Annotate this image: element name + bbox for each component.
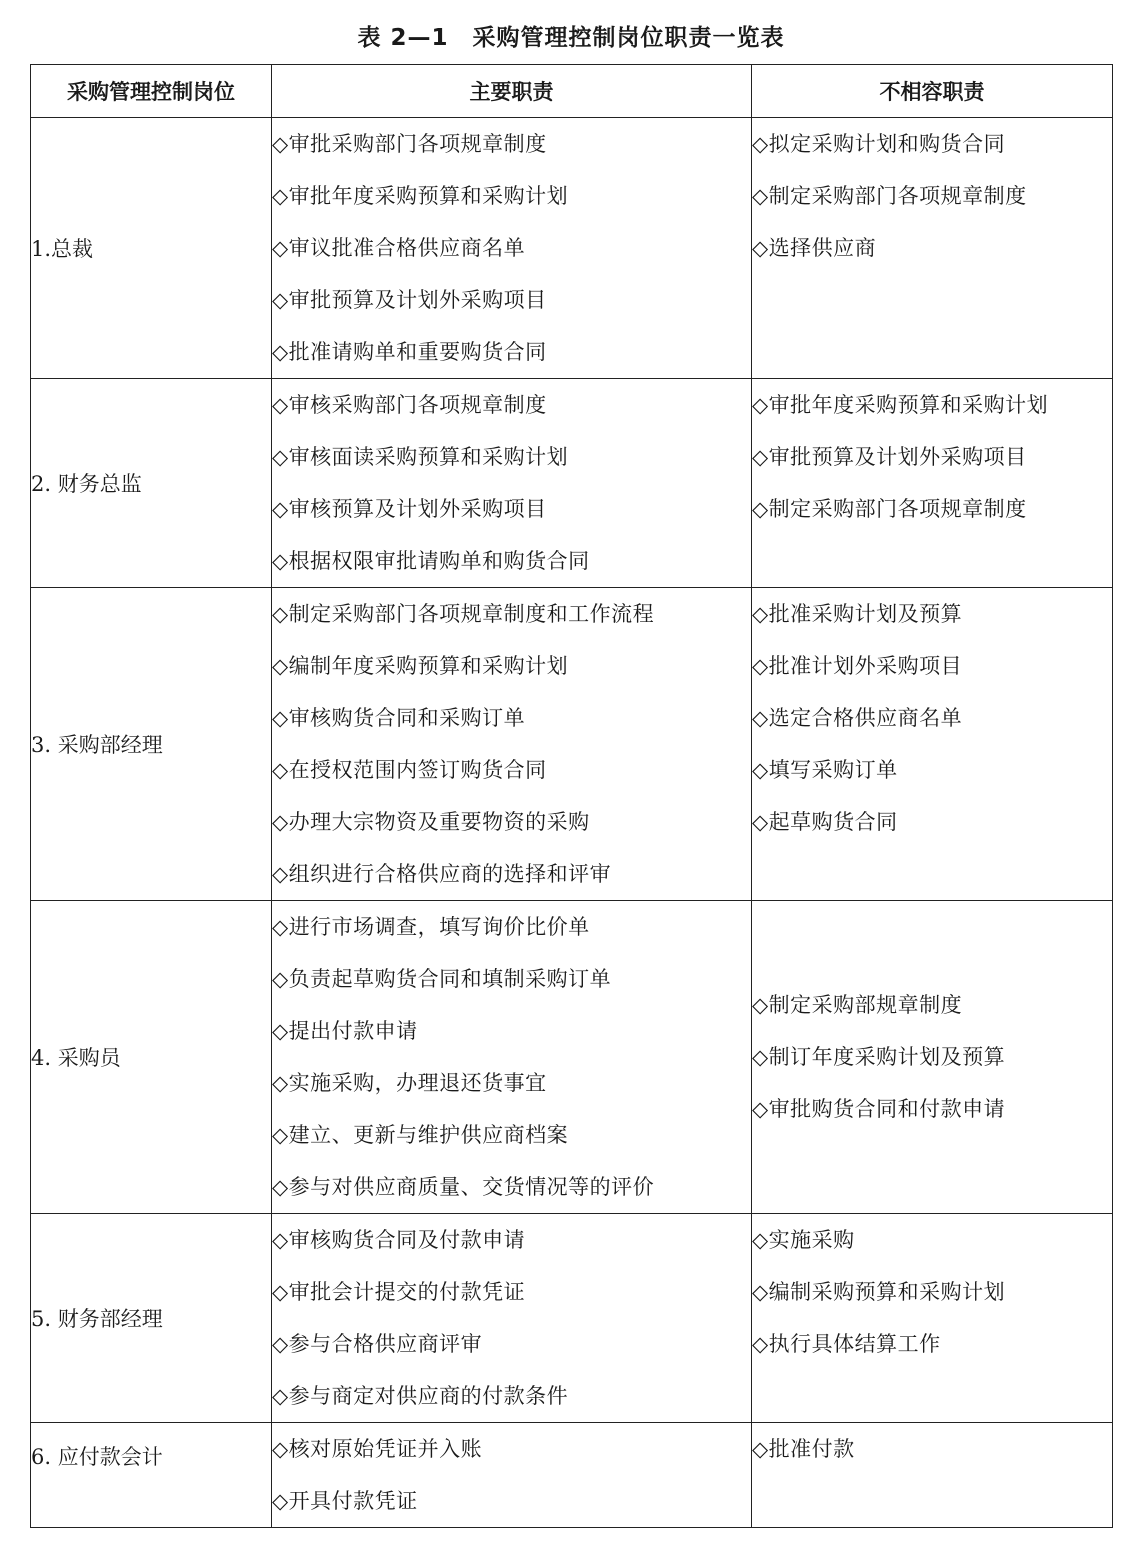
duty-item: ◇负责起草购货合同和填制采购订单 <box>272 967 612 991</box>
duty-item: ◇填写采购订单 <box>752 758 898 782</box>
table-row <box>31 901 1113 1214</box>
duty-item: ◇执行具体结算工作 <box>752 1332 941 1356</box>
duty-item: ◇制定采购部门各项规章制度 <box>752 184 1027 208</box>
duty-item: ◇提出付款申请 <box>272 1019 418 1043</box>
incompatible-duties-cell <box>752 1423 1113 1528</box>
main-duties-cell <box>272 1214 752 1423</box>
duty-item: ◇进行市场调查，填写询价比价单 <box>272 915 590 939</box>
header-position: 采购管理控制岗位 <box>31 65 272 118</box>
duty-item: ◇组织进行合格供应商的选择和评审 <box>272 862 612 886</box>
duty-item: ◇拟定采购计划和购货合同 <box>752 132 1006 156</box>
duty-item: ◇参与合格供应商评审 <box>272 1332 483 1356</box>
duty-item: ◇审批购货合同和付款申请 <box>752 1097 1006 1121</box>
position-cell: 5. 财务部经理 <box>31 1214 272 1423</box>
duty-item: ◇审核购货合同和采购订单 <box>272 706 526 730</box>
duty-item: ◇审批预算及计划外采购项目 <box>272 288 547 312</box>
duty-item: ◇起草购货合同 <box>752 810 898 834</box>
duty-item: ◇制订年度采购计划及预算 <box>752 1045 1006 1069</box>
incompatible-duties-cell <box>752 1214 1113 1423</box>
incompatible-duties-cell <box>752 901 1113 1214</box>
duty-item: ◇建立、更新与维护供应商档案 <box>272 1123 569 1147</box>
duty-item: ◇批准付款 <box>752 1437 855 1461</box>
table-row <box>31 379 1113 588</box>
duty-item: ◇审批年度采购预算和采购计划 <box>752 393 1049 417</box>
duty-item: ◇参与对供应商质量、交货情况等的评价 <box>272 1175 655 1199</box>
position-cell: 2. 财务总监 <box>31 379 272 588</box>
duty-item: ◇审批年度采购预算和采购计划 <box>272 184 569 208</box>
position-cell <box>31 1423 272 1528</box>
duty-item: ◇实施采购 <box>752 1228 855 1252</box>
header-row <box>31 65 1113 118</box>
header-main-duties: 主要职责 <box>272 65 752 118</box>
duty-item: ◇审核面读采购预算和采购计划 <box>272 445 569 469</box>
position-label: 6. 应付款会计 <box>31 1445 163 1469</box>
incompatible-duties-cell <box>752 118 1113 379</box>
table-title: 表 2—1 采购管理控制岗位职责一览表 <box>357 25 785 51</box>
main-duties-cell <box>272 379 752 588</box>
duty-item: ◇制定采购部门各项规章制度和工作流程 <box>272 602 655 626</box>
duty-item: ◇在授权范围内签订购货合同 <box>272 758 547 782</box>
duty-item: ◇编制年度采购预算和采购计划 <box>272 654 569 678</box>
duty-item: ◇审核预算及计划外采购项目 <box>272 497 547 521</box>
duty-item: ◇审议批准合格供应商名单 <box>272 236 526 260</box>
duty-item: ◇根据权限审批请购单和购货合同 <box>272 549 590 573</box>
table-row <box>31 588 1113 901</box>
duty-item: ◇开具付款凭证 <box>272 1489 418 1513</box>
incompatible-duties-cell <box>752 588 1113 901</box>
duty-item: ◇编制采购预算和采购计划 <box>752 1280 1006 1304</box>
duty-item: ◇批准采购计划及预算 <box>752 602 963 626</box>
duty-item: ◇审核购货合同及付款申请 <box>272 1228 526 1252</box>
position-cell: 3. 采购部经理 <box>31 588 272 901</box>
position-cell: 1.总裁 <box>31 118 272 379</box>
duty-item: ◇制定采购部规章制度 <box>752 993 963 1017</box>
duty-item: ◇选择供应商 <box>752 236 877 260</box>
duty-item: ◇核对原始凭证并入账 <box>272 1437 483 1461</box>
incompatible-duties-cell <box>752 379 1113 588</box>
duty-item: ◇审核采购部门各项规章制度 <box>272 393 547 417</box>
table-row <box>31 1214 1113 1423</box>
duty-item: ◇审批预算及计划外采购项目 <box>752 445 1027 469</box>
duty-table <box>30 64 1113 1528</box>
duty-item: ◇批准请购单和重要购货合同 <box>272 340 547 364</box>
main-duties-cell <box>272 588 752 901</box>
duty-item: ◇审批会计提交的付款凭证 <box>272 1280 526 1304</box>
duty-item: ◇审批采购部门各项规章制度 <box>272 132 547 156</box>
main-duties-cell <box>272 1423 752 1528</box>
duty-item: ◇制定采购部门各项规章制度 <box>752 497 1027 521</box>
main-duties-cell <box>272 118 752 379</box>
main-duties-cell <box>272 901 752 1214</box>
position-cell: 4. 采购员 <box>31 901 272 1214</box>
duty-item: ◇选定合格供应商名单 <box>752 706 963 730</box>
duty-item: ◇批准计划外采购项目 <box>752 654 963 678</box>
duty-item: ◇参与商定对供应商的付款条件 <box>272 1384 569 1408</box>
header-incompatible-duties: 不相容职责 <box>752 65 1113 118</box>
table-row <box>31 1423 1113 1528</box>
duty-item: ◇办理大宗物资及重要物资的采购 <box>272 810 590 834</box>
table-row <box>31 118 1113 379</box>
duty-item: ◇实施采购，办理退还货事宜 <box>272 1071 547 1095</box>
